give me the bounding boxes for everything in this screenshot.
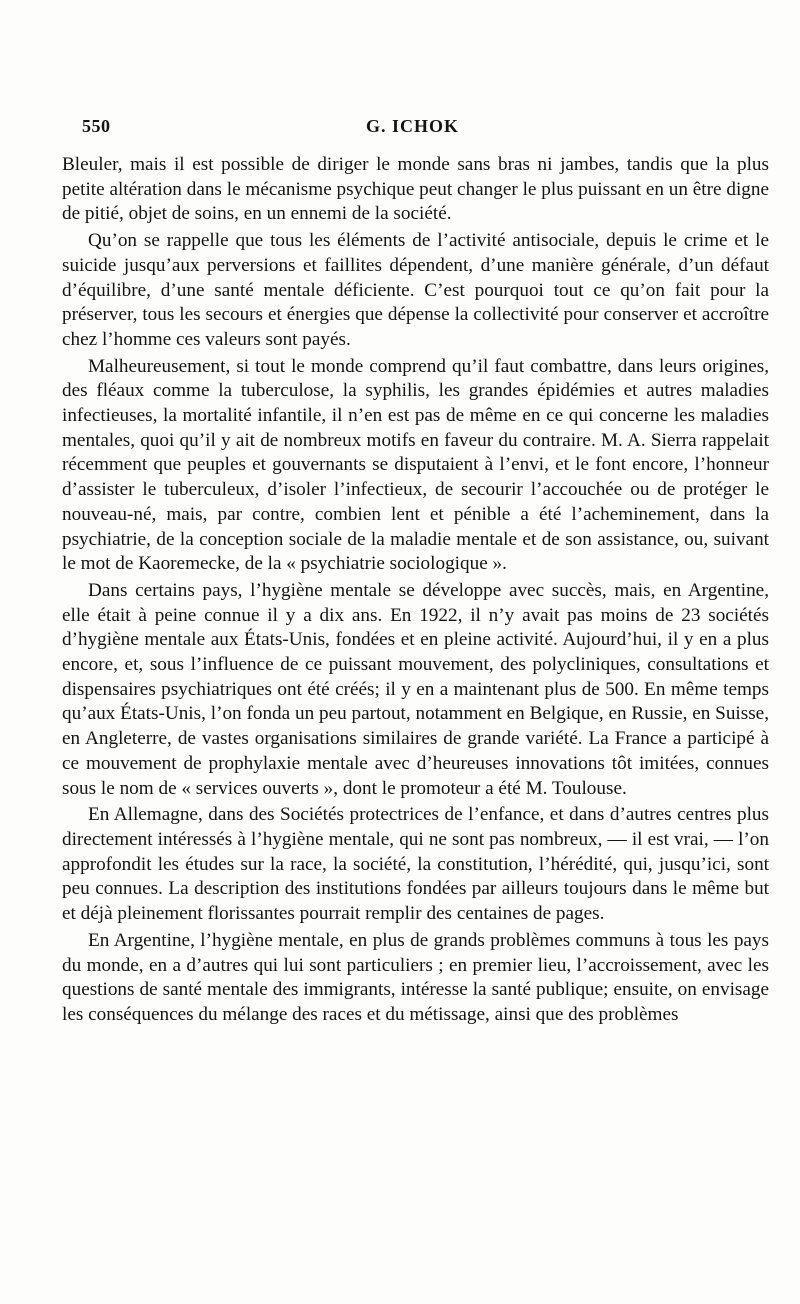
paragraph: Malheureusement, si tout le monde comprend qu’il faut combattre, dans leurs origines, des fléaux comme la tuberculose, la syphilis, les grandes épidémies et autres maladies infectieuses, la mortalité infantile, il n’en est pas de même en ce qui concerne les maladies mentales, quoi qu’il y ait de nombreux motifs en faveur du contraire. M. A. Sierra rappelait récemment que peuples et gouvernants se disputaient à l’envi, et le font encore, l’honneur d’assister le tuberculeux, d’isoler l’infectieux, de secourir l’accouchée ou de protéger le nouveau-né, mais, par contre, combien lent et pénible a été l’acheminement, dans la psychiatrie, de la conception sociale de la maladie mentale et de son assistance, ou, suivant le mot de Kaoremecke, de la « psychiatrie sociologique ». (62, 355, 769, 575)
paragraph: En Argentine, l’hygiène mentale, en plus de grands problèmes communs à tous les pays du monde, en a d’autres qui lui sont particuliers ; en premier lieu, l’accroissement, avec les questions de santé mentale des immigrants, intéresse la santé publique; ensuite, on envisage les conséquences du mélange des races et du métissage, ainsi que des problèmes (62, 929, 769, 1025)
paragraph: Dans certains pays, l’hygiène mentale se développe avec succès, mais, en Argentine, elle était à peine connue il y a dix ans. En 1922, il n’y avait pas moins de 23 sociétés d’hygiène mentale aux États-Unis, fondées et en pleine activité. Aujourd’hui, il y en a plus encore, et, sous l’influence de ce puissant mouvement, des polycliniques, consultations et dispensaires psychiatriques ont été créés; il y en a maintenant plus de 500. En même temps qu’aux États-Unis, l’on fonda un peu partout, notamment en Belgique, en Russie, en Suisse, en Angleterre, de vastes organisations similaires de grande variété. La France a participé à ce mouvement de prophylaxie mentale avec d’heureuses innovations tôt imitées, connues sous le nom de « services ouverts », dont le promoteur a été M. Toulouse. (62, 579, 769, 799)
running-head: G. ICHOK (366, 116, 460, 136)
paragraph: En Allemagne, dans des Sociétés protectrices de l’enfance, et dans d’autres centres plus directement intéressés à l’hygiène mentale, qui ne sont pas nombreux, — il est vrai, — l’on approfondit les études sur la race, la société, la constitution, l’hérédité, qui, jusqu’ici, sont peu connues. La description des institutions fondées par ailleurs toujours dans le même but et déjà pleinement florissantes pourrait remplir des centaines de pages. (62, 804, 769, 925)
paragraph: Bleuler, mais il est possible de diriger le monde sans bras ni jambes, tandis que la plus petite altération dans le mécanisme psychique peut changer le plus puissant en un être digne de pitié, objet de soins, en un ennemi de la société. (62, 154, 769, 225)
page-header (0, 112, 800, 142)
body-text (62, 153, 769, 1030)
page-number: 550 (82, 116, 111, 136)
paragraph: Qu’on se rappelle que tous les éléments de l’activité antisociale, depuis le crime et le suicide jusqu’aux perversions et faillites dépendent, d’une manière générale, d’un défaut d’équilibre, d’une santé mentale déficiente. C’est pourquoi tout ce qu’on fait pour la préserver, tous les secours et énergies que dépense la collectivité pour conserver et accroître chez l’homme ces valeurs sont payés. (62, 230, 769, 350)
